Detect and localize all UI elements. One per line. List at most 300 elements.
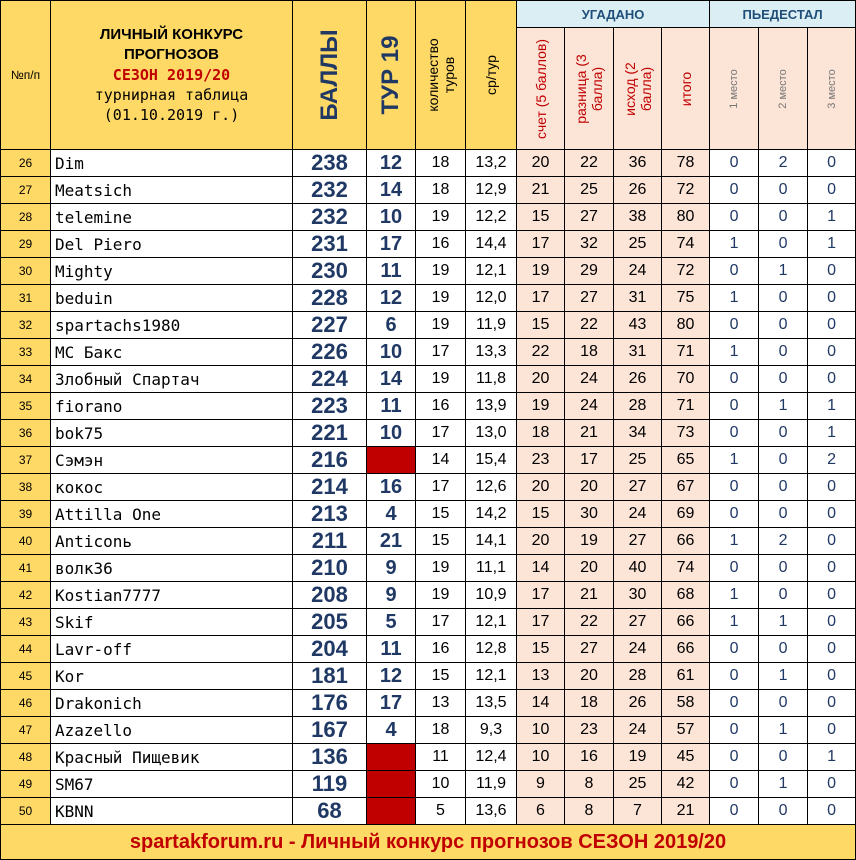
row-number: 28 — [1, 204, 51, 231]
score-cell: 9 — [517, 771, 565, 798]
row-number: 46 — [1, 690, 51, 717]
table-row — [1, 420, 856, 447]
player-name: волк36 — [51, 555, 293, 582]
total-cell: 61 — [662, 663, 710, 690]
tours-count-cell: 19 — [416, 258, 466, 285]
row-number-header: №п/п — [1, 1, 51, 150]
player-name: MC Бакс — [51, 339, 293, 366]
place1-cell: 0 — [710, 366, 759, 393]
place2-cell: 0 — [759, 501, 808, 528]
points-cell: 213 — [293, 501, 367, 528]
tour-cell: 11 — [367, 393, 416, 420]
outcome-cell: 31 — [614, 339, 662, 366]
avg-cell: 12,9 — [466, 177, 517, 204]
player-name: Skif — [51, 609, 293, 636]
outcome-cell: 7 — [614, 798, 662, 825]
score-cell: 15 — [517, 312, 565, 339]
score-cell: 18 — [517, 420, 565, 447]
place1-cell: 0 — [710, 555, 759, 582]
tours-count-cell: 14 — [416, 447, 466, 474]
total-cell: 80 — [662, 312, 710, 339]
place2-cell: 0 — [759, 690, 808, 717]
tours-count-cell: 18 — [416, 717, 466, 744]
score-cell: 20 — [517, 150, 565, 177]
score-cell: 19 — [517, 393, 565, 420]
diff-cell: 20 — [565, 555, 614, 582]
row-number: 48 — [1, 744, 51, 771]
place2-cell: 0 — [759, 744, 808, 771]
score-cell: 23 — [517, 447, 565, 474]
diff-cell: 24 — [565, 393, 614, 420]
place3-cell: 0 — [808, 150, 856, 177]
outcome-cell: 27 — [614, 474, 662, 501]
total-header: итого — [662, 28, 710, 150]
place3-cell: 0 — [808, 690, 856, 717]
place3-cell: 1 — [808, 231, 856, 258]
avg-cell: 13,9 — [466, 393, 517, 420]
table-row — [1, 582, 856, 609]
place2-cell: 0 — [759, 582, 808, 609]
player-name: KBNN — [51, 798, 293, 825]
tour-cell: 12 — [367, 663, 416, 690]
tour-header: ТУР 19 — [367, 1, 416, 150]
total-cell: 21 — [662, 798, 710, 825]
place3-cell: 0 — [808, 771, 856, 798]
place1-cell: 1 — [710, 528, 759, 555]
table-row — [1, 177, 856, 204]
row-number: 32 — [1, 312, 51, 339]
points-cell: 230 — [293, 258, 367, 285]
table-row — [1, 285, 856, 312]
avg-cell: 12,1 — [466, 258, 517, 285]
place3-cell: 0 — [808, 717, 856, 744]
tours-count-cell: 10 — [416, 771, 466, 798]
player-name: telemine — [51, 204, 293, 231]
points-cell: 167 — [293, 717, 367, 744]
row-number: 42 — [1, 582, 51, 609]
total-cell: 45 — [662, 744, 710, 771]
total-cell: 65 — [662, 447, 710, 474]
place3-cell: 0 — [808, 285, 856, 312]
score-cell: 19 — [517, 258, 565, 285]
points-cell: 231 — [293, 231, 367, 258]
outcome-cell: 19 — [614, 744, 662, 771]
table-row — [1, 609, 856, 636]
tour-cell: 12 — [367, 285, 416, 312]
tour-cell — [367, 798, 416, 825]
tour-cell: 17 — [367, 231, 416, 258]
row-number: 47 — [1, 717, 51, 744]
place1-cell: 0 — [710, 636, 759, 663]
place1-cell: 1 — [710, 231, 759, 258]
subtitle: турнирная таблица — [94, 86, 249, 104]
score-cell: 20 — [517, 366, 565, 393]
avg-cell: 12,1 — [466, 663, 517, 690]
place2-cell: 1 — [759, 258, 808, 285]
score-header: счет (5 баллов) — [517, 28, 565, 150]
place2-cell: 0 — [759, 339, 808, 366]
place2-cell: 0 — [759, 177, 808, 204]
place2-cell: 2 — [759, 528, 808, 555]
player-name: beduin — [51, 285, 293, 312]
row-number: 39 — [1, 501, 51, 528]
tour-cell: 10 — [367, 204, 416, 231]
tour-cell: 11 — [367, 636, 416, 663]
diff-cell: 8 — [565, 798, 614, 825]
avg-cell: 12,8 — [466, 636, 517, 663]
tours-count-cell: 17 — [416, 420, 466, 447]
player-name: fiorano — [51, 393, 293, 420]
tour-cell — [367, 447, 416, 474]
tours-count-cell: 19 — [416, 366, 466, 393]
points-cell: 228 — [293, 285, 367, 312]
outcome-cell: 25 — [614, 447, 662, 474]
player-name: Azazello — [51, 717, 293, 744]
place3-cell: 1 — [808, 744, 856, 771]
player-name: Dim — [51, 150, 293, 177]
player-name: SM67 — [51, 771, 293, 798]
row-number: 37 — [1, 447, 51, 474]
total-cell: 69 — [662, 501, 710, 528]
tours-count-cell: 19 — [416, 204, 466, 231]
table-row — [1, 528, 856, 555]
score-cell: 17 — [517, 582, 565, 609]
score-cell: 17 — [517, 609, 565, 636]
tours-count-cell: 17 — [416, 609, 466, 636]
place1-cell: 0 — [710, 312, 759, 339]
outcome-cell: 27 — [614, 609, 662, 636]
tour-cell: 4 — [367, 501, 416, 528]
place2-cell: 0 — [759, 798, 808, 825]
tours-count-cell: 15 — [416, 528, 466, 555]
avg-cell: 14,2 — [466, 501, 517, 528]
place2-cell: 1 — [759, 609, 808, 636]
total-cell: 78 — [662, 150, 710, 177]
table-row — [1, 312, 856, 339]
player-name: Mighty — [51, 258, 293, 285]
avg-cell: 12,4 — [466, 744, 517, 771]
points-cell: 232 — [293, 204, 367, 231]
row-number: 38 — [1, 474, 51, 501]
place3-header: 3 место — [808, 28, 856, 150]
outcome-cell: 28 — [614, 663, 662, 690]
tours-count-cell: 16 — [416, 231, 466, 258]
table-row — [1, 717, 856, 744]
place1-cell: 0 — [710, 420, 759, 447]
place3-cell: 2 — [808, 447, 856, 474]
footer-banner: spartakforum.ru - Личный конкурс прогнозов СЕЗОН 2019/20 — [1, 825, 856, 860]
total-cell: 57 — [662, 717, 710, 744]
total-cell: 66 — [662, 636, 710, 663]
player-name: Attilla One — [51, 501, 293, 528]
row-number: 34 — [1, 366, 51, 393]
tour-cell: 9 — [367, 555, 416, 582]
player-name: Злобный Спартач — [51, 366, 293, 393]
points-cell: 205 — [293, 609, 367, 636]
place3-cell: 0 — [808, 177, 856, 204]
score-cell: 15 — [517, 636, 565, 663]
place1-cell: 0 — [710, 474, 759, 501]
place1-cell: 0 — [710, 744, 759, 771]
player-name: Meatsich — [51, 177, 293, 204]
place1-cell: 1 — [710, 609, 759, 636]
total-cell: 71 — [662, 339, 710, 366]
place2-cell: 1 — [759, 663, 808, 690]
outcome-cell: 24 — [614, 501, 662, 528]
total-cell: 42 — [662, 771, 710, 798]
row-number: 31 — [1, 285, 51, 312]
outcome-cell: 24 — [614, 258, 662, 285]
total-cell: 72 — [662, 177, 710, 204]
place1-cell: 0 — [710, 393, 759, 420]
place3-cell: 0 — [808, 258, 856, 285]
place2-header: 2 место — [759, 28, 808, 150]
tours-count-cell: 15 — [416, 501, 466, 528]
total-cell: 58 — [662, 690, 710, 717]
total-cell: 66 — [662, 609, 710, 636]
score-cell: 17 — [517, 285, 565, 312]
tour-cell: 10 — [367, 420, 416, 447]
place2-cell: 1 — [759, 717, 808, 744]
place3-cell: 0 — [808, 582, 856, 609]
score-cell: 21 — [517, 177, 565, 204]
player-name: Сэмэн — [51, 447, 293, 474]
total-cell: 80 — [662, 204, 710, 231]
avg-cell: 13,6 — [466, 798, 517, 825]
avg-cell: 11,9 — [466, 771, 517, 798]
place1-cell: 1 — [710, 285, 759, 312]
diff-cell: 18 — [565, 690, 614, 717]
outcome-header: исход (2 балла) — [614, 28, 662, 150]
points-cell: 223 — [293, 393, 367, 420]
total-cell: 71 — [662, 393, 710, 420]
points-cell: 226 — [293, 339, 367, 366]
avg-cell: 11,8 — [466, 366, 517, 393]
tours-count-cell: 13 — [416, 690, 466, 717]
table-row — [1, 231, 856, 258]
score-cell: 14 — [517, 555, 565, 582]
place2-cell: 0 — [759, 231, 808, 258]
podium-header: ПЬЕДЕСТАЛ — [710, 1, 856, 28]
outcome-cell: 40 — [614, 555, 662, 582]
score-cell: 17 — [517, 231, 565, 258]
row-number: 35 — [1, 393, 51, 420]
place2-cell: 1 — [759, 771, 808, 798]
outcome-cell: 26 — [614, 177, 662, 204]
player-name: Del Piero — [51, 231, 293, 258]
avg-cell: 11,1 — [466, 555, 517, 582]
place2-cell: 0 — [759, 636, 808, 663]
outcome-cell: 24 — [614, 636, 662, 663]
place2-cell: 0 — [759, 366, 808, 393]
total-cell: 72 — [662, 258, 710, 285]
diff-header: разница (3 балла) — [565, 28, 614, 150]
tour-cell: 11 — [367, 258, 416, 285]
place2-cell: 0 — [759, 204, 808, 231]
table-row — [1, 366, 856, 393]
place3-cell: 0 — [808, 501, 856, 528]
total-cell: 70 — [662, 366, 710, 393]
outcome-cell: 36 — [614, 150, 662, 177]
outcome-cell: 25 — [614, 771, 662, 798]
avg-cell: 14,1 — [466, 528, 517, 555]
row-number: 43 — [1, 609, 51, 636]
tours-count-cell: 18 — [416, 177, 466, 204]
tour-cell: 17 — [367, 690, 416, 717]
score-cell: 20 — [517, 474, 565, 501]
avg-cell: 12,1 — [466, 609, 517, 636]
place3-cell: 1 — [808, 420, 856, 447]
diff-cell: 32 — [565, 231, 614, 258]
outcome-cell: 25 — [614, 231, 662, 258]
total-cell: 74 — [662, 231, 710, 258]
score-cell: 10 — [517, 744, 565, 771]
tour-cell: 14 — [367, 366, 416, 393]
tour-cell: 4 — [367, 717, 416, 744]
row-number: 29 — [1, 231, 51, 258]
points-cell: 204 — [293, 636, 367, 663]
row-number: 33 — [1, 339, 51, 366]
date-label: (01.10.2019 г.) — [103, 106, 240, 124]
table-row — [1, 744, 856, 771]
table-row — [1, 663, 856, 690]
score-cell: 13 — [517, 663, 565, 690]
place3-cell: 0 — [808, 312, 856, 339]
player-name: bok75 — [51, 420, 293, 447]
tour-cell: 5 — [367, 609, 416, 636]
avg-cell: 13,0 — [466, 420, 517, 447]
player-name: Lavr-off — [51, 636, 293, 663]
table-row — [1, 501, 856, 528]
diff-cell: 20 — [565, 474, 614, 501]
points-cell: 221 — [293, 420, 367, 447]
diff-cell: 17 — [565, 447, 614, 474]
table-row — [1, 447, 856, 474]
table-row — [1, 474, 856, 501]
diff-cell: 30 — [565, 501, 614, 528]
score-cell: 14 — [517, 690, 565, 717]
diff-cell: 20 — [565, 663, 614, 690]
page-title — [51, 1, 293, 150]
points-cell: 211 — [293, 528, 367, 555]
total-cell: 73 — [662, 420, 710, 447]
tours-count-cell: 16 — [416, 393, 466, 420]
place1-cell: 1 — [710, 447, 759, 474]
table-row — [1, 393, 856, 420]
avg-cell: 13,2 — [466, 150, 517, 177]
diff-cell: 18 — [565, 339, 614, 366]
place3-cell: 0 — [808, 528, 856, 555]
row-number: 45 — [1, 663, 51, 690]
tour-cell: 12 — [367, 150, 416, 177]
total-cell: 75 — [662, 285, 710, 312]
table-row — [1, 690, 856, 717]
place1-cell: 0 — [710, 663, 759, 690]
place3-cell: 0 — [808, 636, 856, 663]
place3-cell: 0 — [808, 555, 856, 582]
place3-cell: 1 — [808, 204, 856, 231]
place3-cell: 0 — [808, 798, 856, 825]
points-cell: 214 — [293, 474, 367, 501]
tours-count-cell: 19 — [416, 312, 466, 339]
outcome-cell: 34 — [614, 420, 662, 447]
outcome-cell: 31 — [614, 285, 662, 312]
place1-cell: 0 — [710, 177, 759, 204]
title-line-2: ПРОГНОЗОВ — [124, 46, 219, 63]
player-name: spartachs1980 — [51, 312, 293, 339]
place1-cell: 1 — [710, 582, 759, 609]
tour-cell: 10 — [367, 339, 416, 366]
outcome-cell: 26 — [614, 690, 662, 717]
row-number: 26 — [1, 150, 51, 177]
tours-count-cell: 17 — [416, 474, 466, 501]
avg-cell: 12,6 — [466, 474, 517, 501]
total-cell: 67 — [662, 474, 710, 501]
place1-header: 1 место — [710, 28, 759, 150]
tours-count-cell: 19 — [416, 582, 466, 609]
diff-cell: 27 — [565, 204, 614, 231]
place3-cell: 0 — [808, 663, 856, 690]
diff-cell: 21 — [565, 420, 614, 447]
points-cell: 238 — [293, 150, 367, 177]
diff-cell: 27 — [565, 285, 614, 312]
place2-cell: 0 — [759, 285, 808, 312]
avg-cell: 10,9 — [466, 582, 517, 609]
place1-cell: 0 — [710, 717, 759, 744]
guessed-header: УГАДАНО — [517, 1, 710, 28]
player-name: Anticonь — [51, 528, 293, 555]
player-name: Kostian7777 — [51, 582, 293, 609]
place2-cell: 0 — [759, 420, 808, 447]
place1-cell: 0 — [710, 204, 759, 231]
table-row — [1, 150, 856, 177]
score-cell: 20 — [517, 528, 565, 555]
tour-cell: 6 — [367, 312, 416, 339]
outcome-cell: 38 — [614, 204, 662, 231]
table-row — [1, 258, 856, 285]
table-row — [1, 555, 856, 582]
table-row — [1, 771, 856, 798]
outcome-cell: 27 — [614, 528, 662, 555]
tours-count-cell: 15 — [416, 663, 466, 690]
place3-cell: 0 — [808, 609, 856, 636]
place1-cell: 1 — [710, 339, 759, 366]
table-row — [1, 204, 856, 231]
place3-cell: 0 — [808, 339, 856, 366]
row-number: 44 — [1, 636, 51, 663]
player-name: Drakonich — [51, 690, 293, 717]
place3-cell: 0 — [808, 366, 856, 393]
avg-header: ср/тур — [466, 1, 517, 150]
place1-cell: 0 — [710, 690, 759, 717]
score-cell: 15 — [517, 501, 565, 528]
row-number: 50 — [1, 798, 51, 825]
outcome-cell: 30 — [614, 582, 662, 609]
tours-count-cell: 11 — [416, 744, 466, 771]
outcome-cell: 26 — [614, 366, 662, 393]
row-number: 41 — [1, 555, 51, 582]
place1-cell: 0 — [710, 798, 759, 825]
tour-cell: 9 — [367, 582, 416, 609]
diff-cell: 22 — [565, 609, 614, 636]
score-cell: 10 — [517, 717, 565, 744]
points-cell: 181 — [293, 663, 367, 690]
place2-cell: 2 — [759, 150, 808, 177]
diff-cell: 16 — [565, 744, 614, 771]
avg-cell: 13,3 — [466, 339, 517, 366]
tours-count-cell: 19 — [416, 555, 466, 582]
diff-cell: 8 — [565, 771, 614, 798]
